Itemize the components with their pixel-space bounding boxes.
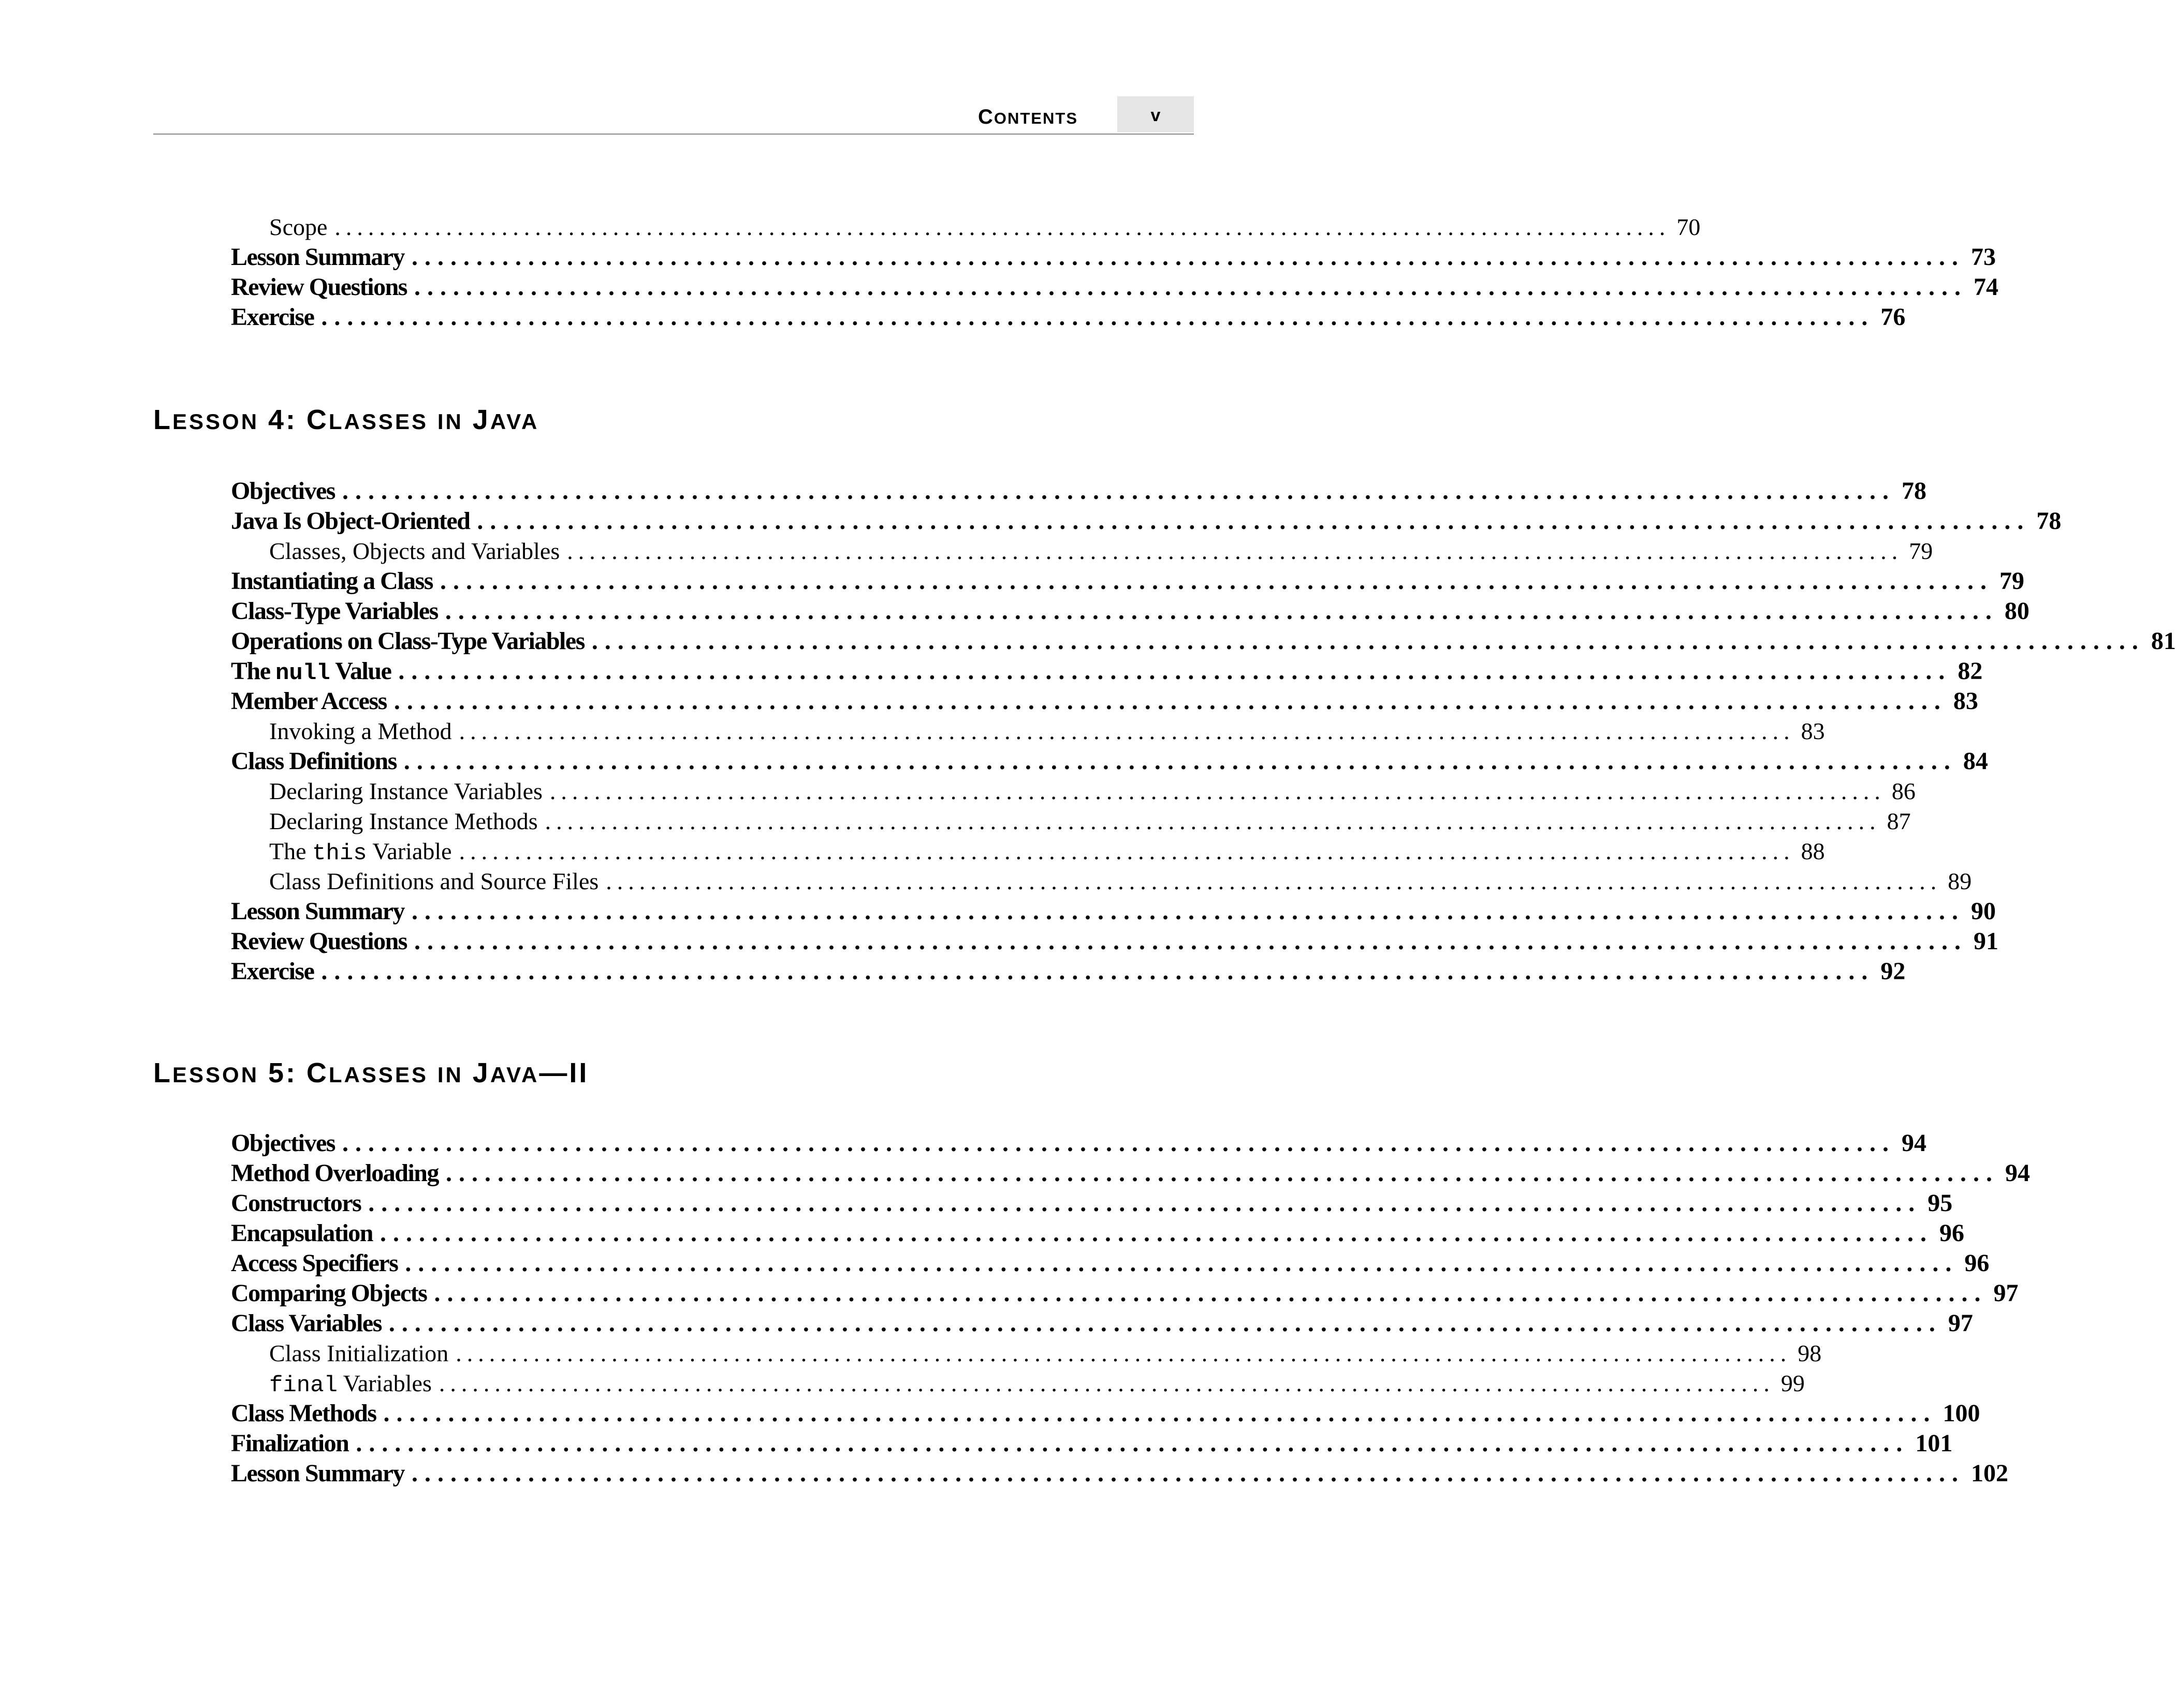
toc-leader-dots: ........................................................................................................................ (567, 538, 1903, 564)
toc-leader-dots: ........................................................................................................................ (459, 838, 1795, 864)
toc-entry[interactable] (231, 836, 1825, 866)
toc-entry-title: Objectives (231, 477, 335, 505)
toc-entry-title: Review Questions (231, 273, 407, 301)
toc-entry-title-post: Value (330, 657, 391, 685)
toc-entry-title: Encapsulation (231, 1219, 373, 1247)
toc-entry-page: 87 (1887, 808, 1911, 834)
toc-entry[interactable] (231, 926, 1998, 956)
toc-leader-dots: ........................................................................................................................ (383, 1400, 1937, 1427)
toc-entry-page: 97 (1993, 1279, 2019, 1307)
toc-entry[interactable] (231, 566, 2024, 596)
toc-entry-title: Class Variables (231, 1309, 382, 1337)
toc-entry-page: 94 (2005, 1159, 2030, 1187)
toc-leader-dots: ........................................................................................................................ (342, 477, 1895, 505)
toc-entry-title: Method Overloading (231, 1159, 439, 1187)
toc-entry[interactable] (231, 596, 2029, 626)
toc-leader-dots: ........................................................................................................................ (321, 958, 1875, 985)
toc-entry-title-pre: The (231, 657, 276, 685)
toc-entry-title (231, 656, 391, 688)
toc-entry-page: 101 (1915, 1430, 1953, 1457)
toc-entry[interactable] (231, 1338, 1822, 1368)
toc-entry[interactable] (231, 626, 2176, 656)
toc-leader-dots: ........................................................................................................................ (393, 687, 1947, 715)
toc-entry[interactable] (231, 716, 1825, 746)
toc-entry-page: 79 (1909, 538, 1933, 564)
toc-entry-page: 89 (1948, 868, 1972, 894)
toc-entry-page: 83 (1953, 687, 1978, 715)
toc-leader-dots: ........................................................................................................................ (334, 214, 1671, 240)
toc-entry-title: Lesson Summary (231, 1460, 405, 1487)
toc-entry-title (269, 1368, 432, 1401)
toc-entry-page: 90 (1971, 897, 1996, 925)
toc-entry-page: 92 (1880, 958, 1906, 985)
toc-entry-title-post: Variable (367, 838, 452, 864)
toc-entry[interactable] (231, 806, 1911, 836)
toc-entry[interactable] (231, 536, 1933, 566)
toc-block-lesson3-tail (231, 212, 1998, 332)
toc-leader-dots: ........................................................................................................................ (412, 897, 1965, 925)
toc-leader-dots: ........................................................................................................................ (412, 1460, 1965, 1487)
page-number: v (1150, 106, 1161, 125)
toc-entry-page: 102 (1971, 1460, 2009, 1487)
toc-entry-title: Lesson Summary (231, 243, 405, 271)
toc-entry-page: 76 (1880, 303, 1906, 331)
toc-block-lesson5 (231, 1128, 2030, 1489)
toc-leader-dots: ........................................................................................................................ (445, 597, 1998, 625)
toc-entry-page: 94 (1901, 1129, 1926, 1157)
toc-entry-title: Declaring Instance Methods (269, 808, 538, 834)
toc-leader-dots: ........................................................................................................................ (321, 303, 1875, 331)
toc-leader-dots: ........................................................................................................................ (456, 1340, 1792, 1366)
toc-entry[interactable] (231, 506, 2062, 536)
toc-entry-title: Instantiating a Class (231, 567, 433, 595)
toc-entry[interactable] (231, 476, 1926, 506)
toc-entry-title: Exercise (231, 303, 314, 331)
toc-entry-title: Java Is Object-Oriented (231, 507, 470, 535)
toc-entry[interactable] (231, 956, 1906, 986)
toc-leader-dots: ........................................................................................................................ (403, 747, 1957, 775)
toc-leader-dots: ........................................................................................................................ (412, 243, 1965, 271)
toc-entry-page: 86 (1891, 778, 1916, 804)
toc-leader-dots: ........................................................................................................................ (459, 718, 1795, 744)
toc-leader-dots: ........................................................................................................................ (356, 1430, 1909, 1457)
toc-entry-title: Objectives (231, 1129, 335, 1157)
toc-entry-title: Member Access (231, 687, 387, 715)
toc-leader-dots: ........................................................................................................................ (414, 927, 1967, 955)
toc-entry-page: 70 (1676, 214, 1701, 240)
toc-entry-title: Class Initialization (269, 1340, 449, 1366)
toc-entry-page: 82 (1958, 657, 1983, 685)
toc-entry[interactable] (231, 1398, 1980, 1429)
toc-entry-page: 98 (1798, 1340, 1822, 1366)
lesson-4-heading: LESSON 4: CLASSES IN JAVA (153, 404, 539, 435)
toc-entry[interactable] (231, 242, 1996, 272)
toc-entry[interactable] (231, 1158, 2030, 1188)
toc-entry[interactable] (231, 1278, 2019, 1308)
toc-entry-title: Class Definitions and Source Files (269, 868, 599, 894)
toc-leader-dots: ........................................................................................................................ (434, 1279, 1988, 1307)
header-title: CONTENTS (977, 106, 1078, 128)
toc-entry-title: Comparing Objects (231, 1279, 427, 1307)
toc-entry-page: 83 (1801, 718, 1825, 744)
toc-leader-dots: ........................................................................................................................ (439, 1370, 1775, 1396)
toc-entry-page: 79 (1999, 567, 2024, 595)
toc-entry[interactable] (231, 866, 1972, 896)
toc-entry-title: Operations on Class-Type Variables (231, 627, 585, 655)
toc-leader-dots: ........................................................................................................................ (368, 1189, 1922, 1217)
toc-entry-page: 96 (1964, 1249, 1990, 1277)
toc-entry[interactable] (231, 1128, 1926, 1158)
toc-entry-title: Class-Type Variables (231, 597, 438, 625)
toc-entry[interactable] (231, 1459, 2009, 1489)
toc-leader-dots: ........................................................................................................................ (405, 1249, 1959, 1277)
toc-entry-title: Review Questions (231, 927, 407, 955)
running-header (153, 96, 1194, 135)
toc-entry-title: Constructors (231, 1189, 361, 1217)
toc-entry-title-pre: The (269, 838, 313, 864)
toc-leader-dots: ........................................................................................................................ (379, 1219, 1933, 1247)
toc-entry[interactable] (231, 686, 1978, 716)
toc-entry-page: 73 (1971, 243, 1996, 271)
toc-entry-page: 97 (1948, 1309, 1973, 1337)
toc-entry[interactable] (231, 212, 1701, 242)
toc-entry-page: 80 (2004, 597, 2029, 625)
toc-entry[interactable] (231, 272, 1998, 302)
toc-entry-title (269, 836, 452, 868)
toc-entry-title: Scope (269, 214, 328, 240)
toc-entry-code: final (269, 1373, 338, 1398)
toc-entry-title: Class Methods (231, 1400, 376, 1427)
toc-entry[interactable] (231, 776, 1916, 806)
toc-leader-dots: ........................................................................................................................ (342, 1129, 1895, 1157)
toc-entry-title: Class Definitions (231, 747, 397, 775)
toc-leader-dots: ........................................................................................................................ (440, 567, 1993, 595)
toc-entry[interactable] (231, 1368, 1805, 1398)
toc-entry-title: Access Specifiers (231, 1249, 398, 1277)
toc-entry-code: null (275, 660, 330, 686)
toc-entry[interactable] (231, 1248, 1990, 1278)
toc-entry-page: 74 (1973, 273, 1998, 301)
toc-entry-page: 96 (1939, 1219, 1964, 1247)
toc-entry-page: 78 (2036, 507, 2062, 535)
page-number-box (1117, 96, 1194, 132)
toc-entry-page: 100 (1943, 1400, 1980, 1427)
toc-leader-dots: ........................................................................................................................ (545, 808, 1881, 834)
toc-entry-page: 95 (1927, 1189, 1953, 1217)
toc-leader-dots: ........................................................................................................................ (388, 1309, 1942, 1337)
toc-leader-dots: ........................................................................................................................ (446, 1159, 1999, 1187)
toc-entry-title: Exercise (231, 958, 314, 985)
toc-leader-dots: ........................................................................................................................ (398, 657, 1952, 685)
toc-entry-page: 81 (2151, 627, 2176, 655)
toc-entry[interactable] (231, 656, 1983, 686)
toc-entry[interactable] (231, 1218, 1964, 1248)
toc-entry-page: 91 (1973, 927, 1998, 955)
toc-entry-page: 84 (1963, 747, 1988, 775)
toc-entry-page: 99 (1780, 1370, 1805, 1396)
toc-entry-title: Classes, Objects and Variables (269, 538, 560, 564)
toc-entry-title: Finalization (231, 1430, 349, 1457)
toc-leader-dots: ........................................................................................................................ (591, 627, 2145, 655)
toc-block-lesson4 (231, 476, 2176, 986)
toc-entry[interactable] (231, 302, 1906, 332)
toc-leader-dots: ........................................................................................................................ (477, 507, 2031, 535)
toc-entry[interactable] (231, 1188, 1953, 1218)
toc-entry-title: Lesson Summary (231, 897, 405, 925)
toc-entry-code: this (312, 841, 367, 866)
toc-entry[interactable] (231, 1429, 1953, 1459)
toc-entry[interactable] (231, 896, 1996, 926)
toc-leader-dots: ........................................................................................................................ (414, 273, 1967, 301)
toc-entry[interactable] (231, 746, 1988, 776)
toc-entry-title: Declaring Instance Variables (269, 778, 543, 804)
toc-entry[interactable] (231, 1308, 1973, 1338)
lesson-5-heading: LESSON 5: CLASSES IN JAVA—II (153, 1057, 589, 1088)
toc-entry-title: Invoking a Method (269, 718, 452, 744)
toc-leader-dots: ........................................................................................................................ (549, 778, 1886, 804)
toc-leader-dots: ........................................................................................................................ (606, 868, 1942, 894)
toc-entry-title-post: Variables (338, 1370, 432, 1396)
toc-entry-page: 78 (1901, 477, 1926, 505)
toc-entry-page: 88 (1801, 838, 1825, 864)
